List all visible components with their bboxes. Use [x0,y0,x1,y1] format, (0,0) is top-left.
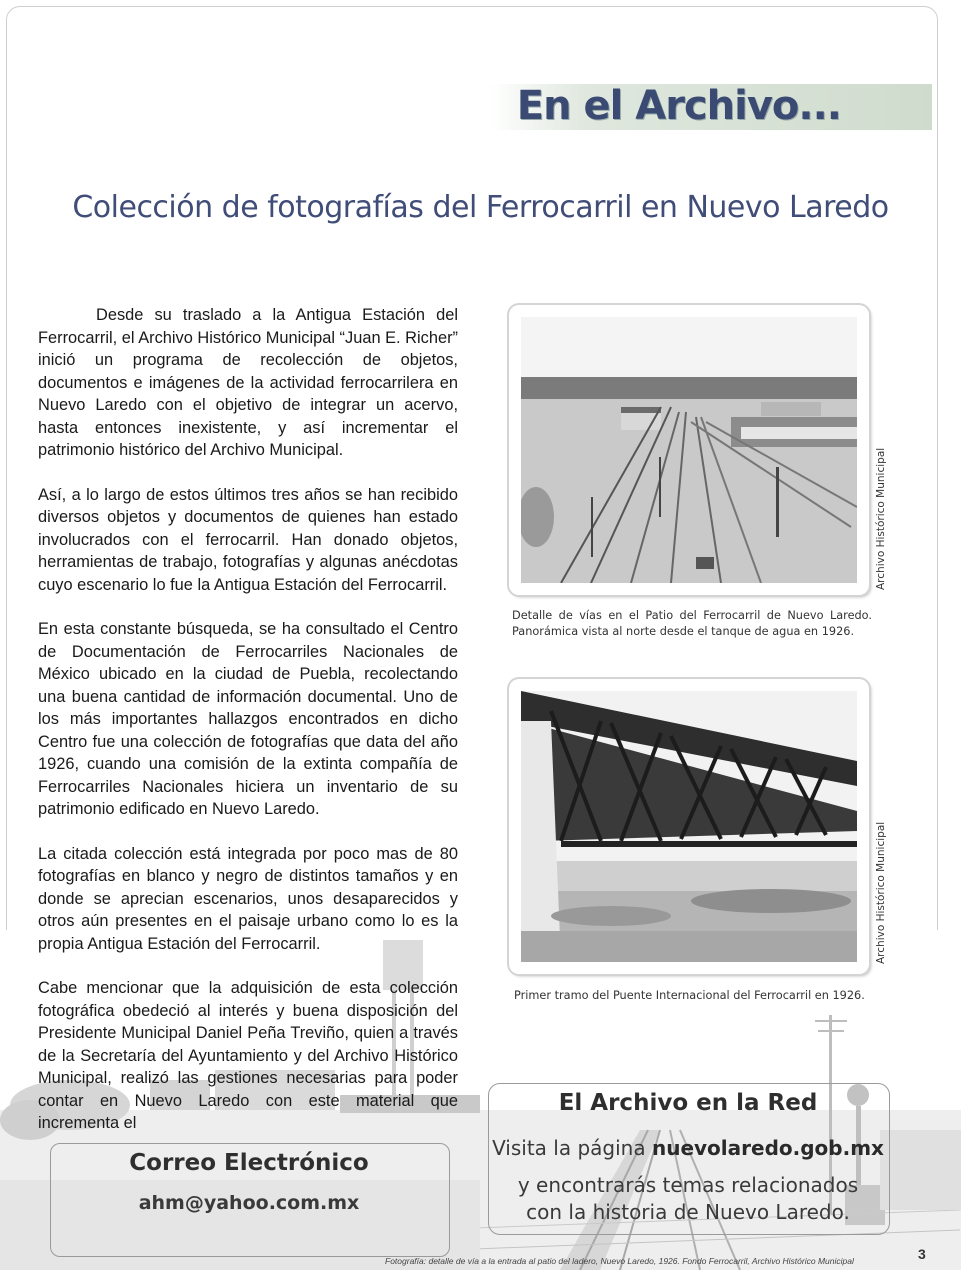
page-number: 3 [918,1246,926,1262]
paragraph: Así, a lo largo de estos últimos tres años se han recibido diversos objetos y documentos de quienes han estado involucrados con el ferrocarril. Han donado objetos, herramientas de trabajo, fotografías y algunas anécdotas cuyo escenario lo fue la Antigua Estación del Ferrocarril. [38,485,458,594]
railway-bridge-image [521,691,857,962]
photo-railway-bridge [509,679,869,974]
photo-caption: Detalle de vías en el Patio del Ferrocarril de Nuevo Laredo. Panorámica vista al norte desde el tanque de agua en 1926. [512,609,872,638]
article-body [38,304,458,1157]
photo-railway-yard [509,305,869,595]
photo-credit: Archivo Histórico Municipal [875,447,887,590]
web-line-visit [488,1136,888,1160]
railway-yard-image [521,317,857,583]
web-line-topics: y encontrarás temas relacionados [517,1173,859,1197]
paragraph: La citada colección está integrada por poco mas de 80 fotografías en blanco y negro de distintos tamaños y en donde se aprecian escenarios, unos desaparecidos y otros aún presentes en el paisaje urbano como lo es la propia Antigua Estación del Ferrocarril. [38,844,458,953]
section-title: En el Archivo... [516,83,841,129]
web-visit-text: Visita la página [492,1136,652,1160]
paragraph: En esta constante búsqueda, se ha consultado el Centro de Documentación de Ferrocarriles Nacionales de México ubicado en la ciudad de Puebla, recolectando una buena cantidad de información documental. Uno de los más importantes hallazgos encontrados en dicho Centro fue una colección de fotografías que data del año 1926, cuando una comisión de la extinta compañía de Ferrocarriles Nacionales hiciera un inventario de su patrimonio edificado en Nuevo Laredo. [38,620,458,818]
web-line-history: con la historia de Nuevo Laredo. [526,1200,850,1224]
paragraph: Cabe mencionar que la adquisición de esta colección fotográfica obedeció al interés y buena disposición del Presidente Municipal Daniel Peña Treviño, quien a través de la Secretaría del Ayuntamiento y del Archivo Histórico Municipal, realizó las gestiones necesarias para poder contar en Nuevo Laredo con este material que incrementa el [38,979,458,1132]
website-link[interactable]: nuevolaredo.gob.mx [651,1136,884,1160]
web-title: El Archivo en la Red [558,1090,818,1116]
footer-photo-credit: Fotografía: detalle de vía a la entrada al patio del ladero, Nuevo Laredo, 1926. Fondo Ferrocarril, Archivo Histórico Municipal [385,1256,854,1266]
email-address[interactable]: ahm@yahoo.com.mx [138,1192,360,1214]
photo-credit: Archivo Histórico Municipal [875,821,887,964]
article-title: Colección de fotografías del Ferrocarril en Nuevo Laredo [72,190,889,225]
photo-caption: Primer tramo del Puente Internacional del Ferrocarril en 1926. [514,989,865,1002]
paragraph: Desde su traslado a la Antigua Estación del Ferrocarril, el Archivo Histórico Municipal “Juan E. Richer” inició un programa de recolección de objetos, documentos e imágenes de la actividad ferrocarrilera en Nuevo Laredo con el objetivo de integrar un acervo, hasta entonces inexistente, y así incrementar el patrimonio histórico del Archivo Municipal. [38,306,458,459]
email-title: Correo Electrónico [129,1150,369,1176]
